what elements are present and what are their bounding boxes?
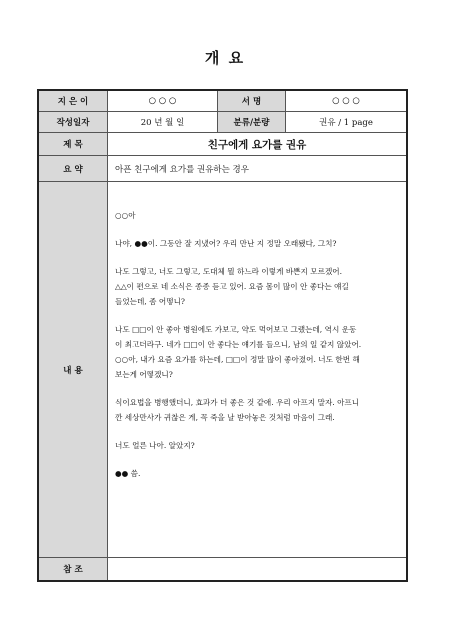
category-value: 권유 / 1 page: [285, 112, 406, 132]
text-line: ○○아: [115, 211, 136, 220]
paragraph: [115, 395, 400, 425]
reference-label: 참 조: [39, 558, 107, 580]
signature-label: 서 명: [217, 91, 285, 111]
row-summary: [39, 156, 406, 182]
signature-value: ○ ○ ○: [285, 91, 406, 111]
reference-value: [107, 558, 406, 580]
subject-value: 친구에게 요가를 권유: [107, 133, 406, 155]
author-value: ○ ○ ○: [107, 91, 217, 111]
subject-label: 제 목: [39, 133, 107, 155]
row-reference: [39, 558, 406, 580]
text-line: 너도 얼른 나아. 알았지?: [115, 441, 195, 450]
paragraph: [115, 264, 400, 309]
content-body: [107, 182, 406, 557]
summary-value: 아픈 친구에게 요가를 권유하는 경우: [107, 156, 406, 181]
author-label: 지 은 이: [39, 91, 107, 111]
content-label: 내 용: [39, 182, 107, 557]
paragraph: [115, 438, 400, 453]
paragraph: [115, 466, 400, 481]
paragraph: [115, 322, 400, 382]
text-line: ●● 씀.: [115, 469, 141, 478]
text-line: ○○아, 내가 요즘 요가를 하는데, □□이 정말 많이 좋아졌어. 너도 한번 해: [115, 355, 360, 364]
row-content: [39, 182, 406, 558]
date-value: 20 년 월 일: [107, 112, 217, 132]
paragraph: [115, 208, 400, 223]
text-line: 들었는데, 좀 어떻니?: [115, 297, 185, 306]
text-line: 깐 세상만사가 귀찮은 게, 꼭 죽을 날 받아놓은 것처럼 마음이 그래.: [115, 413, 335, 422]
category-label: 분류/분량: [217, 112, 285, 132]
form-table: [37, 89, 408, 582]
text-line: △△이 편으로 네 소식은 종종 듣고 있어. 요즘 몸이 많이 안 좋다는 얘길: [115, 282, 349, 291]
summary-label: 요 약: [39, 156, 107, 181]
text-line: 나도 그렇고, 너도 그렇고, 도대체 뭘 하느라 이렇게 바쁜지 모르겠어.: [115, 267, 343, 276]
document-title: 개 요: [204, 49, 246, 67]
text-line: 나도 □□이 안 좋아 병원에도 가보고, 약도 먹어보고 그랬는데, 역시 운동: [115, 325, 357, 334]
date-label: 작성일자: [39, 112, 107, 132]
text-line: 보는게 어떻겠니?: [115, 370, 173, 379]
text-line: 식이요법을 병행했더니, 효과가 더 좋은 것 같애. 우리 아프지 말자. 아프니: [115, 398, 360, 407]
paragraph: [115, 236, 400, 251]
text-line: 이 최고더라구. 네가 □□이 안 좋다는 얘기를 들으니, 남의 일 같지 않았어.: [115, 340, 362, 349]
row-date: [39, 112, 406, 133]
row-author: [39, 91, 406, 112]
text-line: 나야, ●●이. 그동안 잘 지냈어? 우리 만난 지 정말 오래됐다, 그치?: [115, 239, 337, 248]
row-subject: [39, 133, 406, 156]
